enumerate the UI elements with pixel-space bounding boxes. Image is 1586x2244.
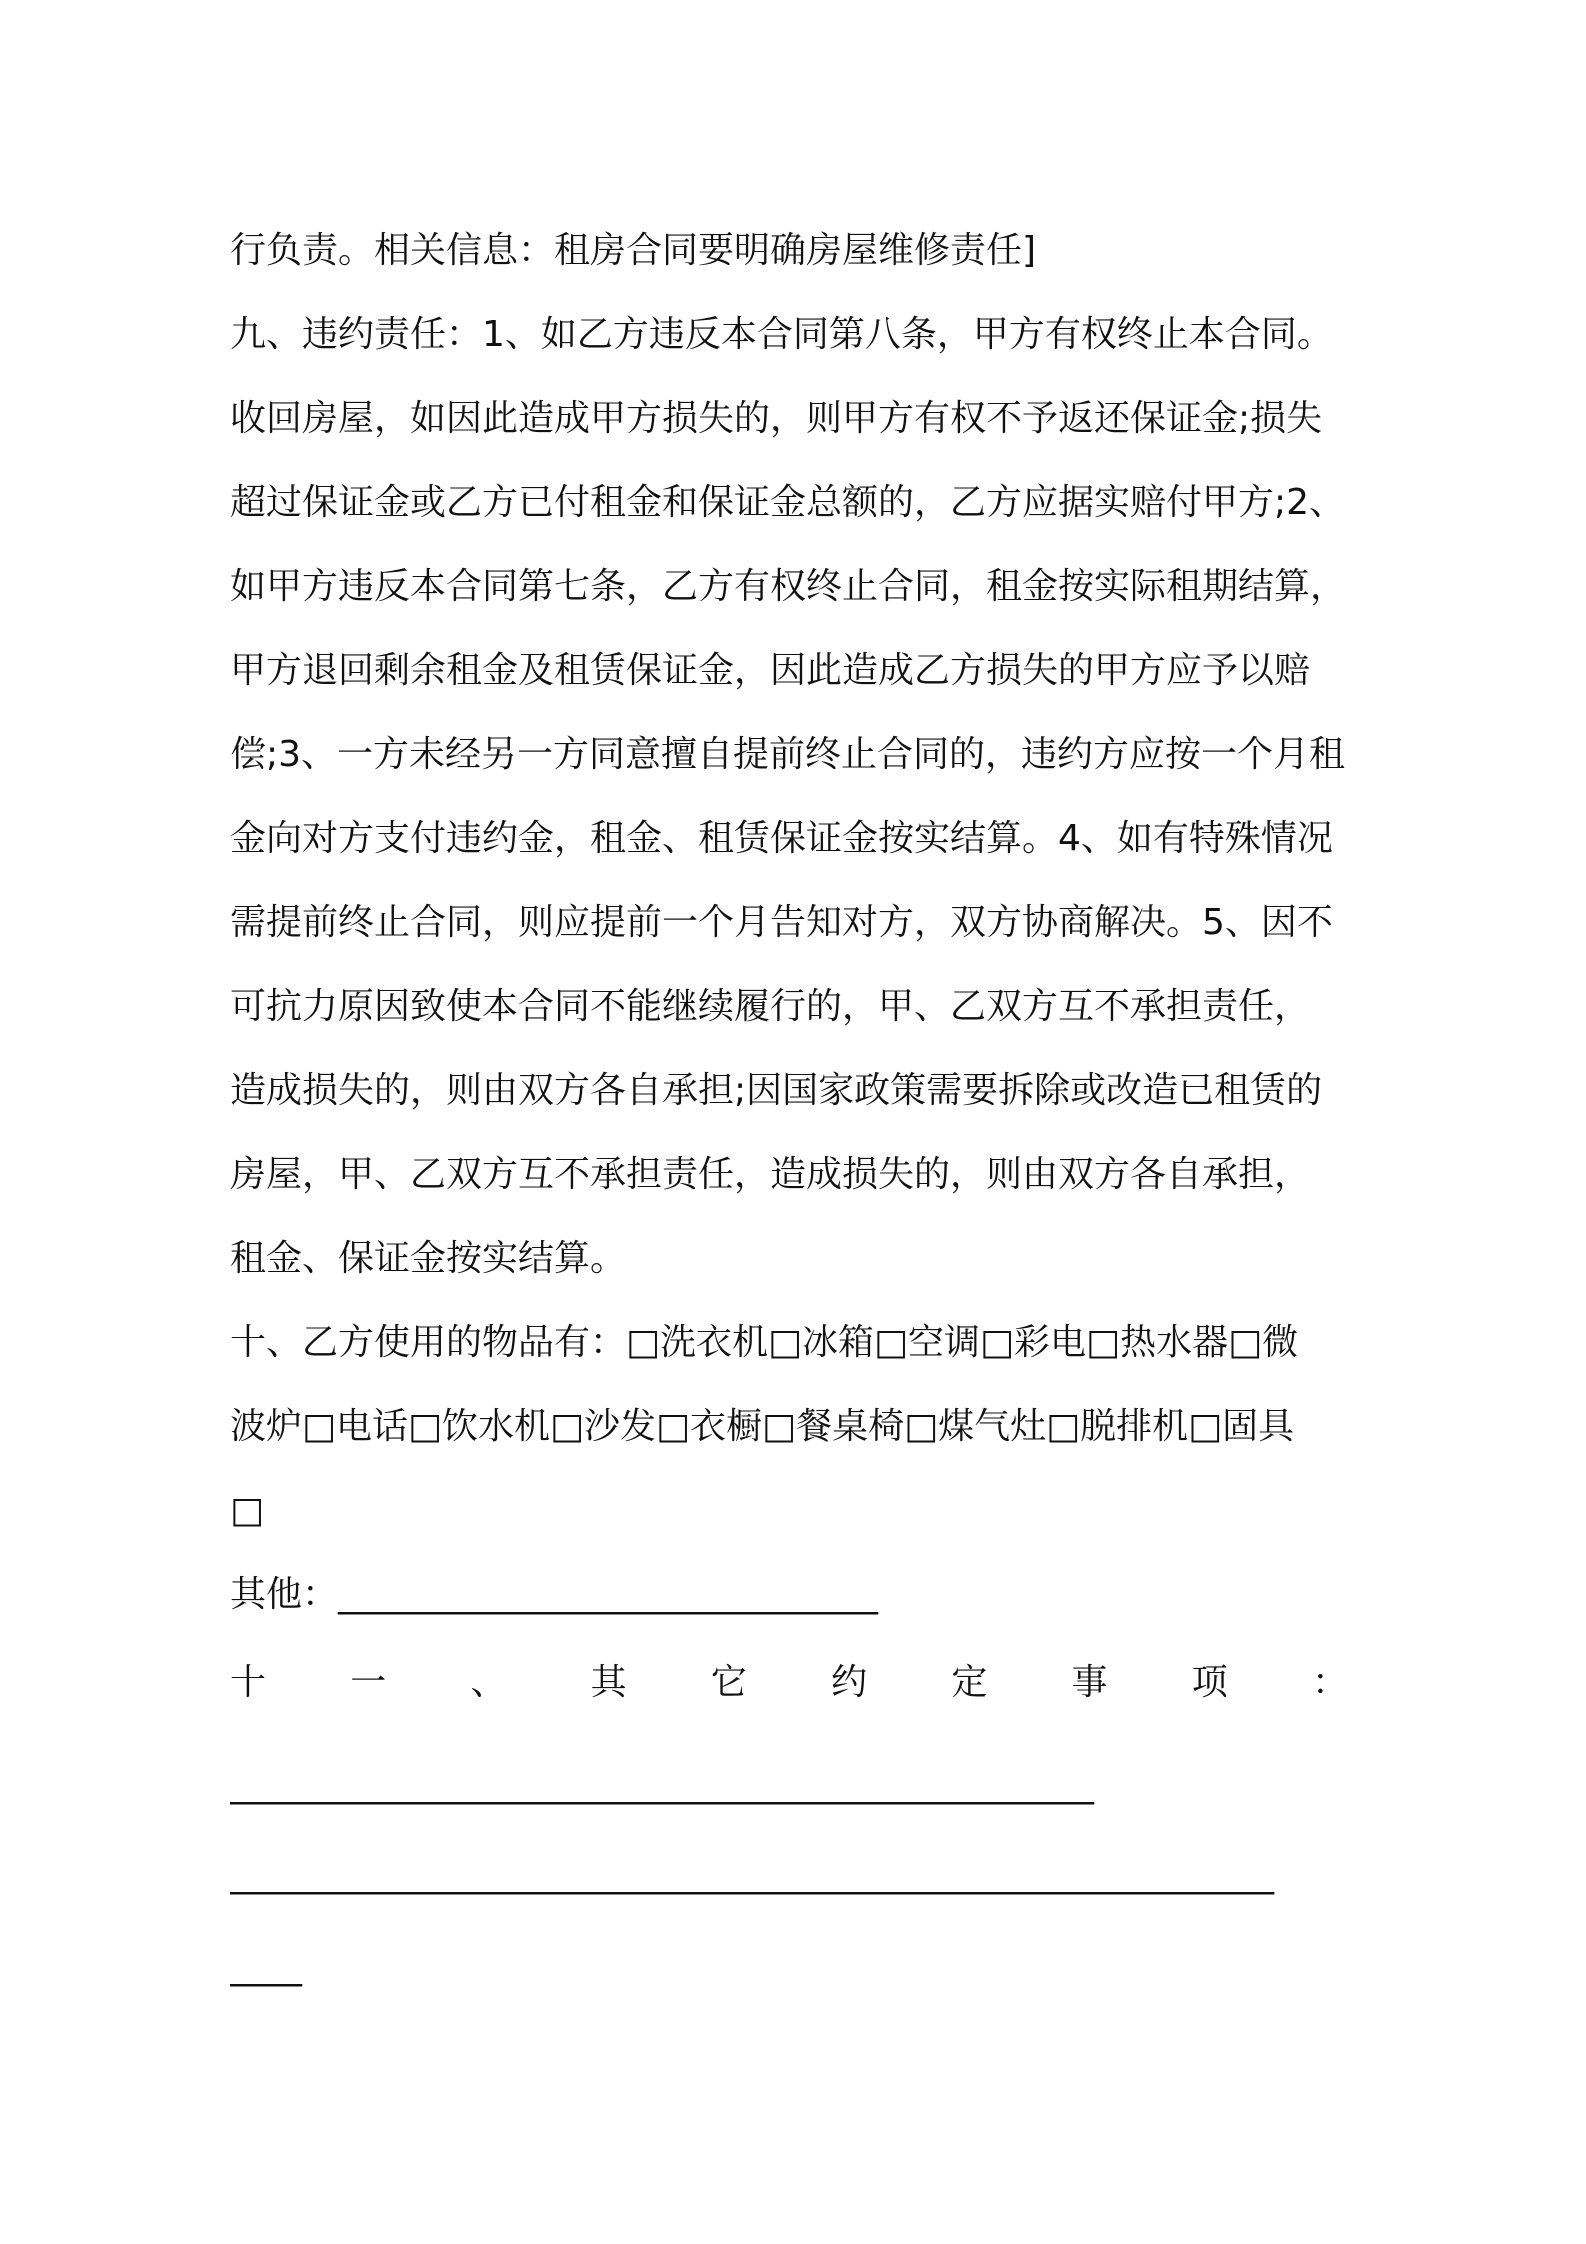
text-line-7: 偿;3、一方未经另一方同意擅自提前终止合同的，违约方应按一个月租 [230, 734, 1346, 775]
text-line-5: 如甲方违反本合同第七条，乙方有权终止合同，租金按实际租期结算， [230, 566, 1347, 607]
text-line-16: □ [230, 1490, 265, 1531]
blank-line-1: ________________________________________________ [230, 1764, 1094, 1805]
text-line-6: 甲方退回剩余租金及租赁保证金，因此造成乙方损失的甲方应予以赔 [230, 650, 1311, 691]
text-line-13: 租金、保证金按实结算。 [230, 1238, 627, 1279]
text-line-12: 房屋，甲、乙双方互不承担责任，造成损失的，则由双方各自承担， [230, 1154, 1311, 1195]
text-line-14: 十、乙方使用的物品有：□洗衣机□冰箱□空调□彩电□热水器□微 [230, 1322, 1299, 1363]
text-line-15: 波炉□电话□饮水机□沙发□衣橱□餐桌椅□煤气灶□脱排机□固具 [230, 1406, 1295, 1447]
other-blank-line: 其他：______________________________ [230, 1574, 879, 1615]
text-line-9: 需提前终止合同，则应提前一个月告知对方，双方协商解决。5、因不 [230, 902, 1333, 943]
clause-11-char: 、 [470, 1662, 507, 1703]
text-line-1: 行负责。相关信息：租房合同要明确房屋维修责任] [230, 230, 1037, 271]
text-line-11: 造成损失的，则由双方各自承担;因国家政策需要拆除或改造已租赁的 [230, 1070, 1323, 1111]
clause-11-char: 其 [590, 1662, 627, 1703]
clause-11-char: 事 [1071, 1662, 1108, 1703]
blank-line-2: __________________________________________________________ [230, 1854, 1274, 1895]
clause-11-char: 定 [951, 1662, 988, 1703]
clause-11-char: 它 [710, 1662, 747, 1703]
text-line-2: 九、违约责任：1、如乙方违反本合同第八条，甲方有权终止本合同。 [230, 314, 1333, 355]
text-line-3: 收回房屋，如因此造成甲方损失的，则甲方有权不予返还保证金;损失 [230, 398, 1323, 439]
clause-11-char: 十 [230, 1662, 267, 1703]
text-line-4: 超过保证金或乙方已付租金和保证金总额的，乙方应据实赔付甲方;2、 [230, 482, 1346, 523]
clause-11-char: 一 [350, 1662, 387, 1703]
clause-11-heading [230, 1658, 1348, 1708]
clause-11-char: 项 [1191, 1662, 1228, 1703]
clause-11-char: 约 [831, 1662, 868, 1703]
text-line-10: 可抗力原因致使本合同不能继续履行的，甲、乙双方互不承担责任， [230, 986, 1311, 1027]
clause-11-char: ： [1311, 1662, 1348, 1703]
text-line-8: 金向对方支付违约金，租金、租赁保证金按实结算。4、如有特殊情况 [230, 818, 1333, 859]
blank-line-3: ____ [230, 1946, 302, 1987]
